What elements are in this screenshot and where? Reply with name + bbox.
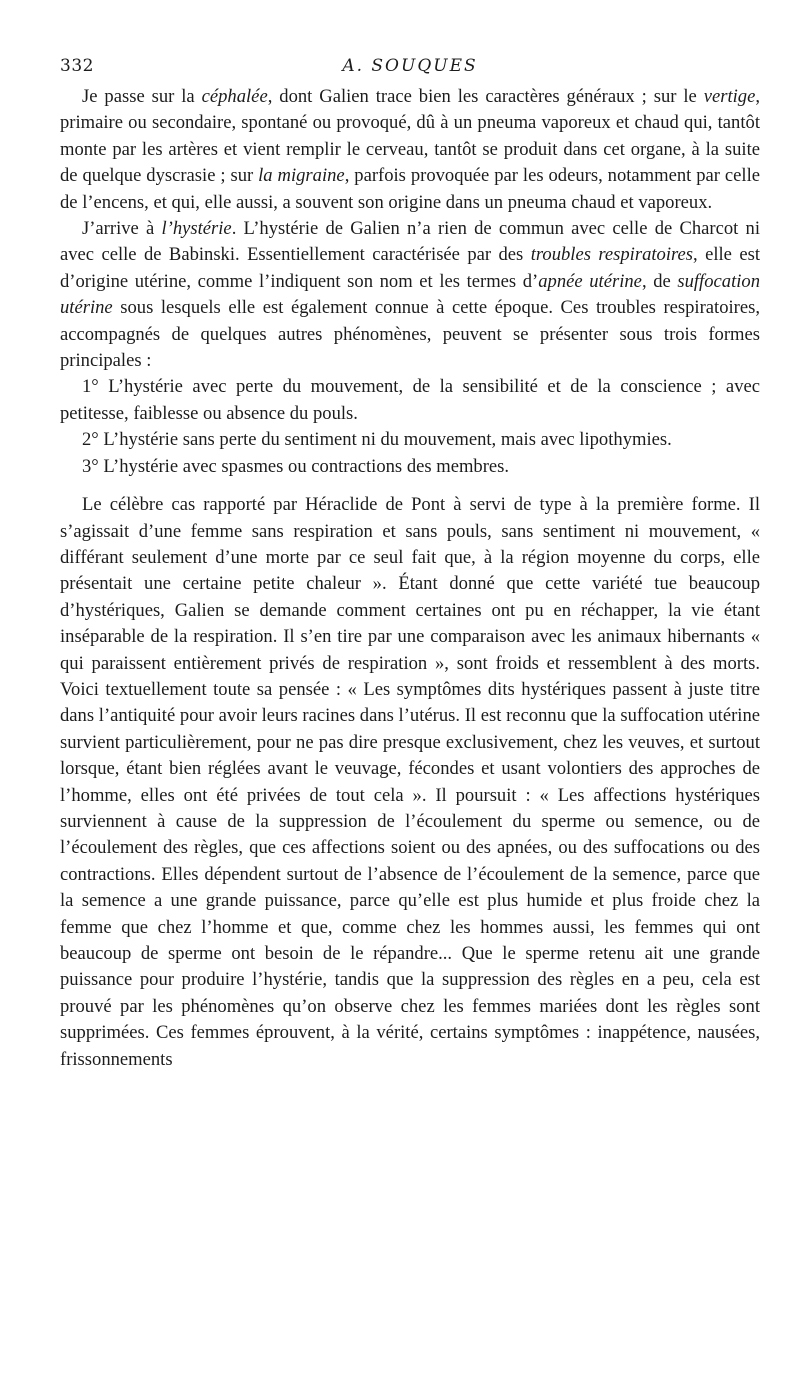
italic-term: suffocation utérine bbox=[60, 270, 760, 319]
text-run: , elle est d’origine utérine, comme l’indiquent son nom et les termes d’ bbox=[60, 244, 760, 292]
text-run: , dont Galien trace bien les caractères généraux ; sur le bbox=[267, 86, 704, 107]
text-run: , parfois provoquée par les odeurs, notamment par celle de l’encens, et qui, elle aussi, a souvent son origine dans un pneuma chaud et vaporeux. bbox=[60, 165, 760, 213]
text-run: . L’hystérie de Galien n’a rien de commun avec celle de Charcot ni avec celle de Babinski. Essentiellement caractérisée par des bbox=[60, 218, 760, 266]
text-run: J’arrive à bbox=[82, 218, 162, 240]
text-run: sous lesquels elle est également connue à cette époque. Ces troubles respiratoires, accompagnés de quelques autres phénomènes, peuvent se présenter sous trois formes principales : bbox=[60, 297, 760, 372]
page-number: 332 bbox=[60, 56, 94, 76]
paragraph bbox=[60, 84, 760, 216]
text-run: Le célèbre cas rapporté par Héraclide de Pont à servi de type à la première forme. Il s’agissait d’une femme sans respiration et sans pouls, sans sentiment ni mouvement, « différant seulement d’une morte par ce seul fait que, à la région moyenne du corps, elle présentait une certaine petite chaleur ». Étant donné que cette variété tue beaucoup d’hystériques, Galien se demande comment certaines ont pu en réchapper, la vie étant inséparable de la respiration. Il s’en tire par une comparaison avec les animaux hibernants « qui paraissent entièrement privés de respiration », sont froids et ressemblent à des morts. Voici textuellement toute sa pensée : « Les symptômes dits hystériques passent à juste titre dans l’antiquité pour avoir leurs racines dans l’utérus. Il est reconnu que la suffocation utérine survient particulièrement, pour ne pas dire presque exclusivement, chez les veuves, et surtout lorsque, étant bien réglées avant le veuvage, fécondes et usant volontiers des approches de l’homme, elles ont été privées de tout cela ». Il poursuit : « Les affections hystériques surviennent à cause de la suppression de l’écoulement du sperme ou semence, ou de l’écoulement des règles, que ces affections soient ou des apnées, ou des suffocations ou des contractions. Elles dépendent surtout de l’absence de l’écoulement de la semence, parce que la semence a une grande puissance, parce qu’elle est plus humide et plus froide chez la femme que chez l’homme et que, comme chez les hommes aussi, les femmes qui ont beaucoup de sperme ont besoin de le répandre... Que le sperme retenu ait une grande puissance pour produire l’hystérie, tandis que la suppression des règles en a peu, cela est prouvé par les phénomènes qu’on observe chez les femmes mariées dont les règles sont supprimées. Ces femmes éprouvent, à la vérité, certains symptômes : inappétence, nausées, frissonnements bbox=[60, 494, 760, 1070]
text-run: Je passe sur la bbox=[82, 86, 202, 107]
italic-term: apnée utérine bbox=[538, 270, 642, 292]
running-head: A. SOUQUES bbox=[342, 56, 478, 76]
italic-term: vertige bbox=[703, 86, 756, 107]
text-run: 3° L’hystérie avec spasmes ou contractions des membres. bbox=[82, 455, 510, 477]
italic-term: troubles respiratoires bbox=[530, 244, 694, 266]
text-run: 1° L’hystérie avec perte du mouvement, de la sensibilité et de la conscience ; avec petitesse, faiblesse ou absence du pouls. bbox=[60, 376, 760, 424]
text-run: , primaire ou secondaire, spontané ou provoqué, dû à un pneuma vaporeux et chaud qui, tantôt monte par les artères et vient remplir le cerveau, tantôt se produit dans cet organe, à la suite de quelque dyscrasie ; sur bbox=[60, 86, 760, 187]
page-header bbox=[60, 56, 760, 82]
italic-term: céphalée bbox=[201, 86, 268, 107]
body-text bbox=[60, 84, 760, 1073]
list-item-paragraph bbox=[60, 374, 760, 427]
list-item-paragraph bbox=[60, 427, 760, 453]
text-run: 2° L’hystérie sans perte du sentiment ni du mouvement, mais avec lipothymies. bbox=[82, 429, 672, 451]
paragraph bbox=[60, 492, 760, 1073]
text-run: , de bbox=[641, 270, 678, 292]
paragraph bbox=[60, 216, 760, 374]
italic-term: la migraine bbox=[258, 165, 345, 187]
italic-term: l’hystérie bbox=[161, 218, 232, 240]
list-item-paragraph bbox=[60, 454, 760, 480]
